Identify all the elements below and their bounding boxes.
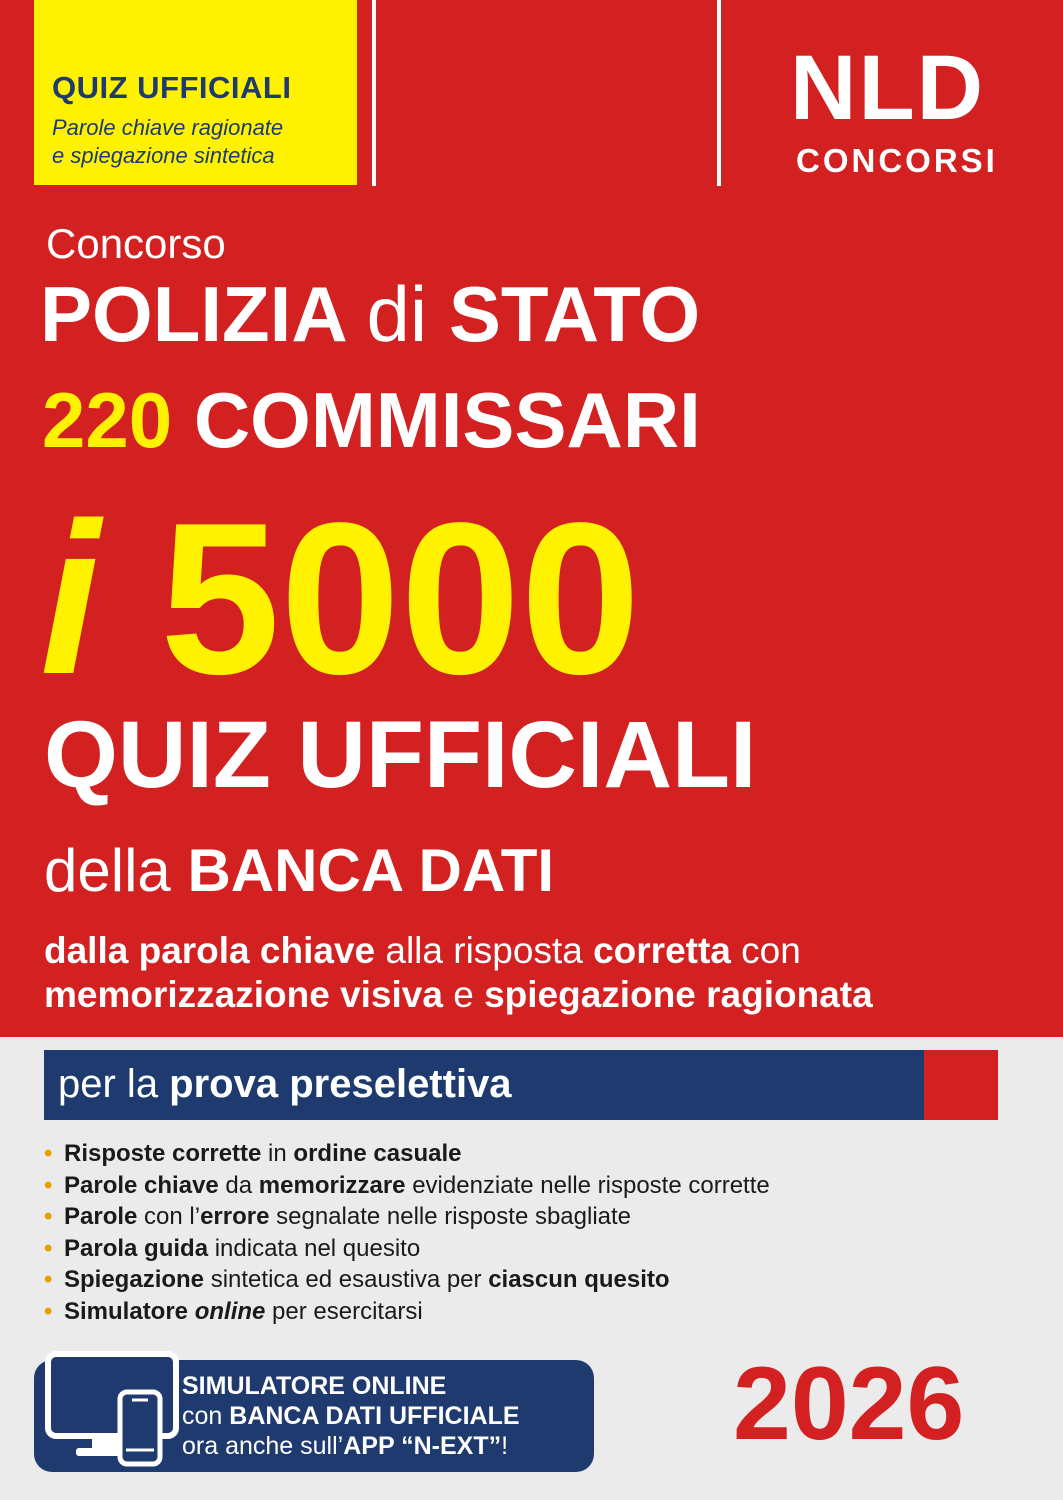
text-run: Simulatore: [64, 1297, 195, 1325]
text-run: Parola guida: [64, 1234, 209, 1262]
text-run: con: [730, 930, 801, 971]
text-run: spiegazione ragionata: [484, 974, 873, 1015]
quiz-count: 5000: [160, 477, 641, 719]
stato-word: STATO: [448, 270, 701, 358]
commissari-title: [42, 378, 701, 464]
quiz-ufficiali-headline: QUIZ UFFICIALI: [44, 702, 757, 808]
smartphone-icon: [120, 1392, 160, 1464]
text-run: online: [194, 1297, 266, 1325]
text-run: corretta: [593, 930, 731, 971]
bullet-icon: •: [44, 1140, 53, 1167]
divider-line: [372, 0, 376, 186]
text-run: ciascun quesito: [488, 1266, 670, 1293]
text-run: memorizzazione visiva: [44, 974, 443, 1015]
subtitle-line-1: [44, 930, 801, 972]
prova-text: [58, 1062, 512, 1107]
nld-concorsi-logo: [790, 37, 1010, 192]
subtitle-line-2: [44, 974, 873, 1016]
monitor-icon: [42, 1348, 192, 1478]
text-run: con l’: [137, 1203, 201, 1230]
prova-preselettiva-bar: [44, 1050, 924, 1120]
edition-year: 2026: [733, 1346, 965, 1462]
polizia-title: [40, 272, 700, 358]
della-word: della: [44, 837, 171, 904]
simulator-box: [34, 1360, 594, 1472]
bullet-icon: •: [44, 1203, 53, 1230]
feature-list: [44, 1138, 770, 1327]
bullet-icon: •: [44, 1297, 53, 1325]
polizia-word: POLIZIA: [40, 270, 345, 358]
prova-accent: [924, 1050, 998, 1120]
text-run: sintetica ed esaustiva per: [204, 1266, 489, 1293]
bullet-icon: •: [44, 1171, 53, 1199]
simulator-title: SIMULATORE ONLINE: [182, 1372, 447, 1400]
banca-dati-headline: [44, 838, 554, 904]
simulator-app-prefix: ora anche sull’: [182, 1432, 344, 1460]
concorso-label: Concorso: [46, 220, 226, 267]
text-run: ordine casuale: [293, 1140, 462, 1167]
simulator-app-name: APP “N-EXT”: [343, 1432, 502, 1460]
text-run: per esercitarsi: [265, 1297, 423, 1325]
i-article: i: [40, 477, 101, 719]
simulator-banca-dati: BANCA DATI UFFICIALE: [229, 1402, 520, 1430]
text-run: evidenziate nelle risposte corrette: [405, 1171, 770, 1199]
logo-brand: NLD: [790, 37, 986, 139]
text-run: Parole: [64, 1203, 138, 1230]
feature-item: [44, 1264, 770, 1296]
simulator-app-suffix: !: [501, 1432, 509, 1460]
text-run: da: [218, 1171, 259, 1199]
feature-item: [44, 1201, 770, 1233]
text-run: Spiegazione: [64, 1266, 205, 1293]
prova-prefix: per la: [58, 1062, 170, 1106]
text-run: segnalate nelle risposte sbagliate: [269, 1203, 632, 1230]
badge-subtitle: Parole chiave ragionate: [52, 115, 284, 140]
text-run: alla risposta: [375, 930, 594, 971]
feature-item: [44, 1138, 770, 1170]
banca-dati-word: BANCA DATI: [187, 837, 555, 904]
badge-subtitle: e spiegazione sintetica: [52, 143, 275, 168]
logo-caption: CONCORSI: [796, 142, 998, 179]
text-run: e: [442, 974, 485, 1015]
di-word: di: [366, 270, 428, 358]
quiz-ufficiali-badge: [34, 0, 357, 185]
prova-bold: prova preselettiva: [169, 1062, 512, 1106]
text-run: memorizzare: [258, 1171, 406, 1199]
feature-item: [44, 1233, 770, 1265]
simulator-prefix: con: [182, 1402, 230, 1430]
feature-item: [44, 1296, 770, 1328]
text-run: errore: [200, 1203, 270, 1230]
bullet-icon: •: [44, 1266, 53, 1293]
text-run: Parole chiave: [64, 1171, 219, 1199]
simulator-line-2: [182, 1402, 520, 1431]
commissari-count: 220: [42, 376, 173, 464]
text-run: indicata nel quesito: [208, 1234, 421, 1262]
text-run: in: [261, 1140, 294, 1167]
divider-line: [717, 0, 721, 186]
badge-title: QUIZ UFFICIALI: [52, 70, 292, 105]
feature-item: [44, 1170, 770, 1202]
text-run: dalla parola chiave: [44, 930, 376, 971]
red-edge: [1037, 0, 1063, 170]
text-run: Risposte corrette: [64, 1140, 262, 1167]
bullet-icon: •: [44, 1234, 53, 1262]
simulator-line-3: [182, 1432, 508, 1461]
quiz-count-headline: [40, 477, 641, 719]
commissari-word: COMMISSARI: [193, 376, 701, 464]
